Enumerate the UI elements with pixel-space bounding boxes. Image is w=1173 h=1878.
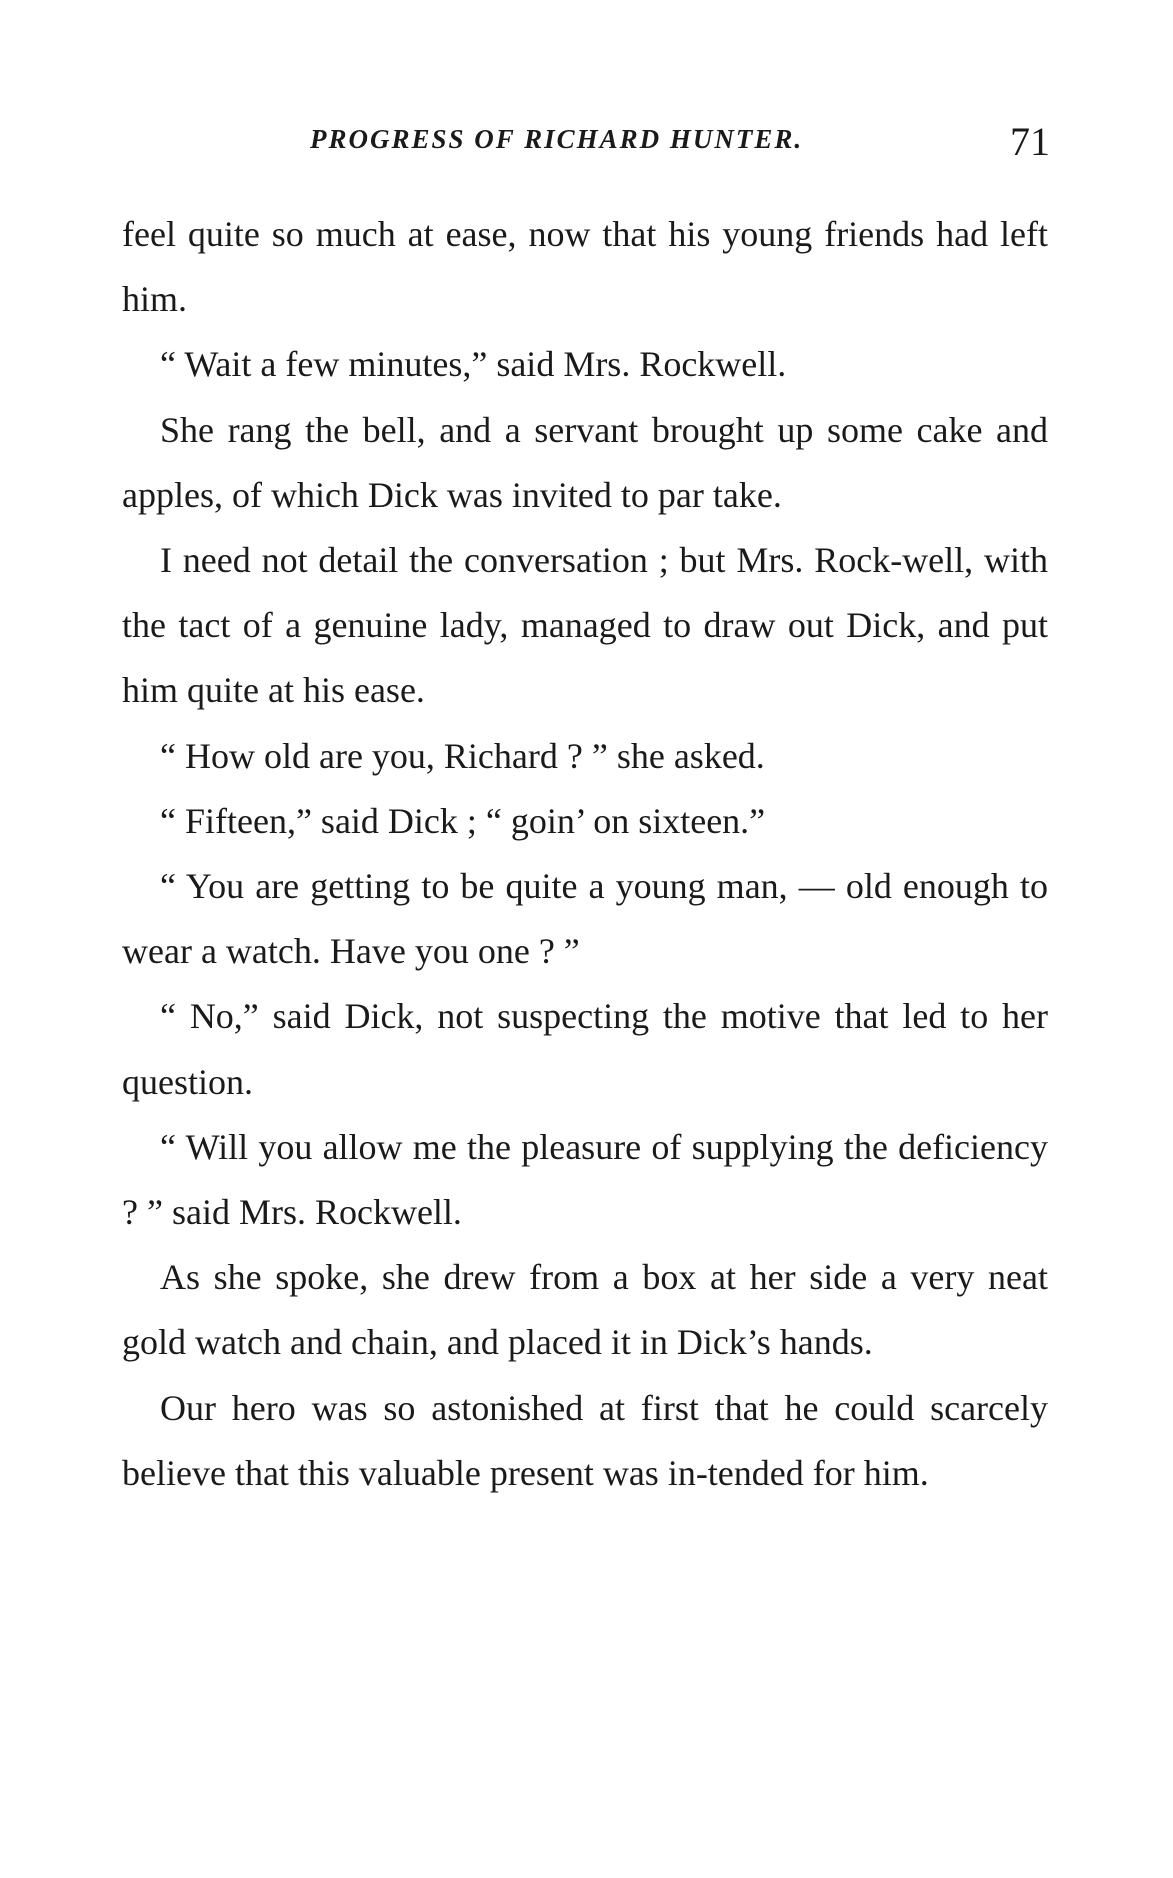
running-title: PROGRESS OF RICHARD HUNTER. (310, 124, 804, 154)
paragraph: “ Will you allow me the pleasure of supplying the deficiency ? ” said Mrs. Rockwell. (122, 1126, 1048, 1233)
paragraph: “ No,” said Dick, not suspecting the motive that led to her question. (122, 996, 1048, 1102)
paragraph: Our hero was so astonished at first that he could scarcely believe that this valuable present was in-tended for him. (122, 1387, 1048, 1493)
paragraph: “ You are getting to be quite a young man, — old enough to wear a watch. Have you one ? ” (122, 866, 1048, 972)
page-number: 71 (1010, 119, 1050, 164)
paragraph: “ How old are you, Richard ? ” she asked. (160, 735, 765, 776)
paragraph: feel quite so much at ease, now that his young friends had left him. (122, 214, 1048, 320)
paragraph: As she spoke, she drew from a box at her side a very neat gold watch and chain, and placed it in Dick’s hands. (122, 1257, 1048, 1363)
paragraph: “ Fifteen,” said Dick ; “ goin’ on sixteen.” (160, 800, 766, 841)
body-text (122, 202, 1048, 1506)
running-head (120, 118, 1050, 168)
paragraph: She rang the bell, and a servant brought up some cake and apples, of which Dick was invited to par take. (122, 409, 1048, 515)
paragraph: “ Wait a few minutes,” said Mrs. Rockwell. (160, 344, 787, 385)
paragraph: I need not detail the conversation ; but Mrs. Rock-well, with the tact of a genuine lady, managed to draw out Dick, and put him quite at his ease. (122, 540, 1048, 711)
